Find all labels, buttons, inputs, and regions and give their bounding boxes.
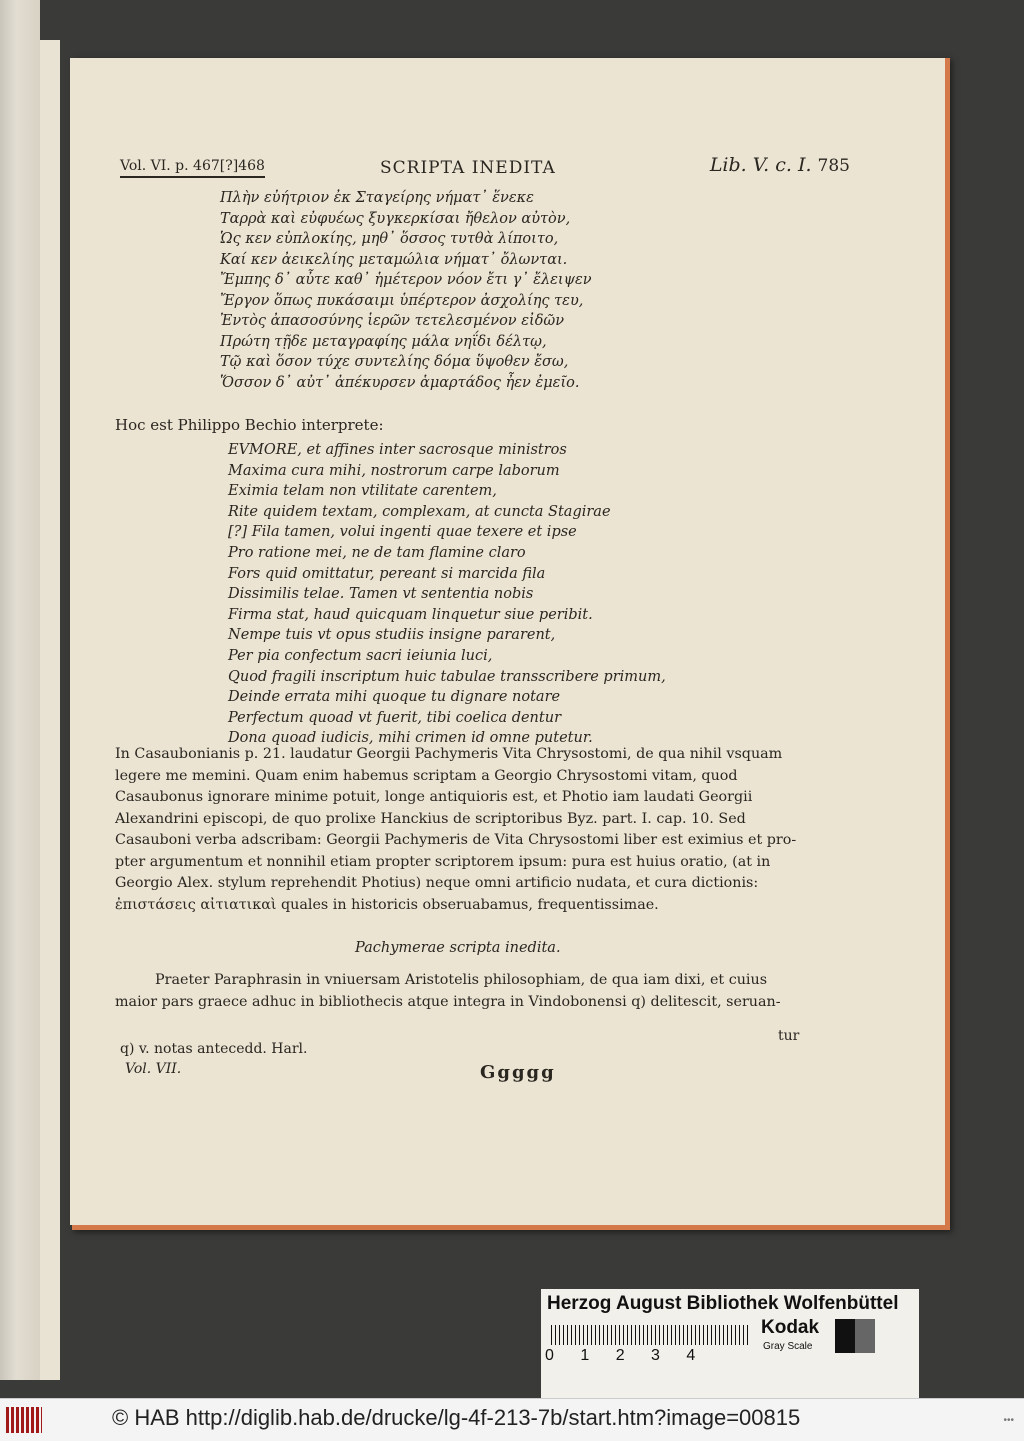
text-line: Georgio Alex. stylum reprehendit Photius) neque omni artificio nudata, et cura dictionis: bbox=[115, 875, 759, 891]
greek-verse-block bbox=[220, 190, 800, 395]
verse-line: Ὅσσον δ᾽ αὐτ᾽ ἀπέκυρσεν ἁμαρτάδος ἦεν ἐμεῖο. bbox=[220, 374, 580, 391]
verse-line: Deinde errata mihi quoque tu dignare notare bbox=[228, 689, 561, 706]
text-line: Casauboni verba adscribam: Georgii Pachymeris de Vita Chrysostomi liber est eximius et pro- bbox=[115, 832, 797, 848]
body-paragraph bbox=[115, 746, 855, 918]
header-book-ref bbox=[710, 154, 850, 176]
card-title: Herzog August Bibliothek Wolfenbüttel bbox=[547, 1293, 899, 1314]
previous-page-edge bbox=[40, 40, 60, 1380]
copyright-url-link[interactable]: © HAB http://diglib.hab.de/drucke/lg-4f-213-7b/start.htm?image=00815 bbox=[112, 1405, 801, 1430]
ruler-scale bbox=[551, 1325, 751, 1345]
verse-line: Ταρρὰ καὶ εὐφυέως ξυγκερκίσαι ἤθελον αὐτὸν, bbox=[220, 210, 571, 227]
verse-line: Ἐντὸς ἀπασοσύνης ἱερῶν τετελεσμένον εἰδῶν bbox=[220, 313, 565, 329]
verse-line: Dissimilis telae. Tamen vt sententia nobis bbox=[228, 586, 534, 603]
signature-mark: Ggggg bbox=[480, 1062, 556, 1083]
hab-logo-icon[interactable] bbox=[6, 1407, 42, 1433]
text-line: Praeter Paraphrasin in vniuersam Aristotelis philosophiam, de qua iam dixi, et cuius bbox=[155, 972, 768, 988]
verse-line: Πλὴν εὐήτριον ἐκ Σταγείρης νήματ᾽ ἕνεκε bbox=[220, 190, 534, 206]
verse-line: Nempe tuis vt opus studiis insigne pararent, bbox=[228, 627, 556, 644]
verse-line: Τῷ καὶ ὅσον τύχε συντελίης δόμα ὕψοθεν ἔσω, bbox=[220, 354, 569, 370]
verse-line: Pro ratione mei, ne de tam flamine claro bbox=[228, 544, 526, 561]
text-line: legere me memini. Quam enim habemus scriptam a Georgio Chrysostomi vitam, quod bbox=[115, 767, 738, 784]
verse-line: Dona quoad iudicis, mihi crimen id omne putetur. bbox=[228, 730, 593, 747]
body-paragraph-2 bbox=[115, 972, 855, 1015]
running-header bbox=[120, 154, 850, 186]
verse-line: Ὡς κεν εὐπλοκίης, μηθ᾽ ὅσσος τυτθὰ λίποιτο, bbox=[220, 231, 559, 247]
header-volume-ref: Vol. VI. p. 467[?]468 bbox=[120, 158, 265, 178]
header-book-text: Lib. V. c. I. bbox=[709, 154, 812, 176]
verse-line: [?] Fila tamen, volui ingenti quae texere et ipse bbox=[228, 524, 577, 541]
translation-intro: Hoc est Philippo Bechio interprete: bbox=[115, 416, 384, 434]
verse-line: Καί κεν ἀεικελίης μεταμώλια νήματ᾽ ὄλωνται. bbox=[220, 251, 568, 268]
verse-line: Eximia telam non vtilitate carentem, bbox=[228, 483, 497, 500]
footnote: q) v. notas antecedd. Harl. bbox=[120, 1041, 308, 1057]
book-spine-edge bbox=[0, 0, 40, 1380]
latin-verse-block bbox=[228, 442, 788, 751]
text-line: ἐπιστάσεις αἰτιατικαὶ quales in historicis obseruabamus, frequentissimae. bbox=[115, 896, 659, 913]
page-number: 785 bbox=[817, 156, 850, 176]
verse-line: Ἔμπης δ᾽ αὖτε καθ᾽ ἡμέτερον νόον ἔτι γ᾽ ἔλειψεν bbox=[220, 272, 592, 288]
gray-swatch bbox=[835, 1319, 875, 1353]
text-line: Casaubonus ignorare minime potuit, longe antiquioris est, et Photio iam laudati Georgii bbox=[115, 789, 753, 805]
verse-line: Maxima cura mihi, nostrorum carpe laborum bbox=[228, 462, 560, 479]
more-icon[interactable]: ••• bbox=[1003, 1415, 1014, 1426]
verse-line: Quod fragili inscriptum huic tabulae transscribere primum, bbox=[228, 668, 666, 685]
verse-line: Ἔργον ὅπως πυκάσαιμι ὑπέρτερον ἀσχολίης τευ, bbox=[220, 292, 584, 309]
verse-line: EVMORE, et affines inter sacrosque ministros bbox=[228, 442, 567, 458]
color-calibration-card bbox=[541, 1289, 919, 1405]
verse-line: Rite quidem textam, complexam, at cuncta Stagirae bbox=[228, 503, 611, 520]
gray-scale-label: Gray Scale bbox=[763, 1341, 813, 1352]
text-line: maior pars graece adhuc in bibliothecis atque integra in Vindobonensi q) delitescit, seruan- bbox=[115, 993, 781, 1010]
text-line: pter argumentum et nonnihil etiam propter scriptorem ipsum: pura est huius oratio, (at in bbox=[115, 853, 771, 870]
header-title: SCRIPTA INEDITA bbox=[380, 158, 556, 178]
verse-line: Per pia confectum sacri ieiunia luci, bbox=[228, 647, 493, 664]
volume-note: Vol. VII. bbox=[125, 1061, 182, 1077]
text-line: Alexandrini episcopi, de quo prolixe Hanckius de scriptoribus Byz. part. I. cap. 10. Sed bbox=[115, 810, 746, 827]
text-line: In Casaubonianis p. 21. laudatur Georgii Pachymeris Vita Chrysostomi, de qua nihil vsquam bbox=[115, 746, 783, 762]
verse-line: Firma stat, haud quicquam linquetur siue peribit. bbox=[228, 606, 593, 623]
verse-line: Πρώτη τῇδε μεταγραφίης μάλα νηΐδι δέλτῳ, bbox=[220, 333, 547, 350]
verse-line: Perfectum quoad vt fuerit, tibi coelica dentur bbox=[228, 709, 561, 726]
verse-line: Fors quid omittatur, pereant si marcida fila bbox=[228, 565, 546, 582]
scanned-page bbox=[70, 58, 945, 1225]
ruler-numbers: 0 1 2 3 4 bbox=[545, 1347, 696, 1364]
catchword: tur bbox=[778, 1028, 800, 1044]
section-heading: Pachymerae scripta inedita. bbox=[355, 940, 561, 956]
footer-bar bbox=[0, 1398, 1024, 1441]
kodak-logo: Kodak bbox=[761, 1317, 820, 1338]
